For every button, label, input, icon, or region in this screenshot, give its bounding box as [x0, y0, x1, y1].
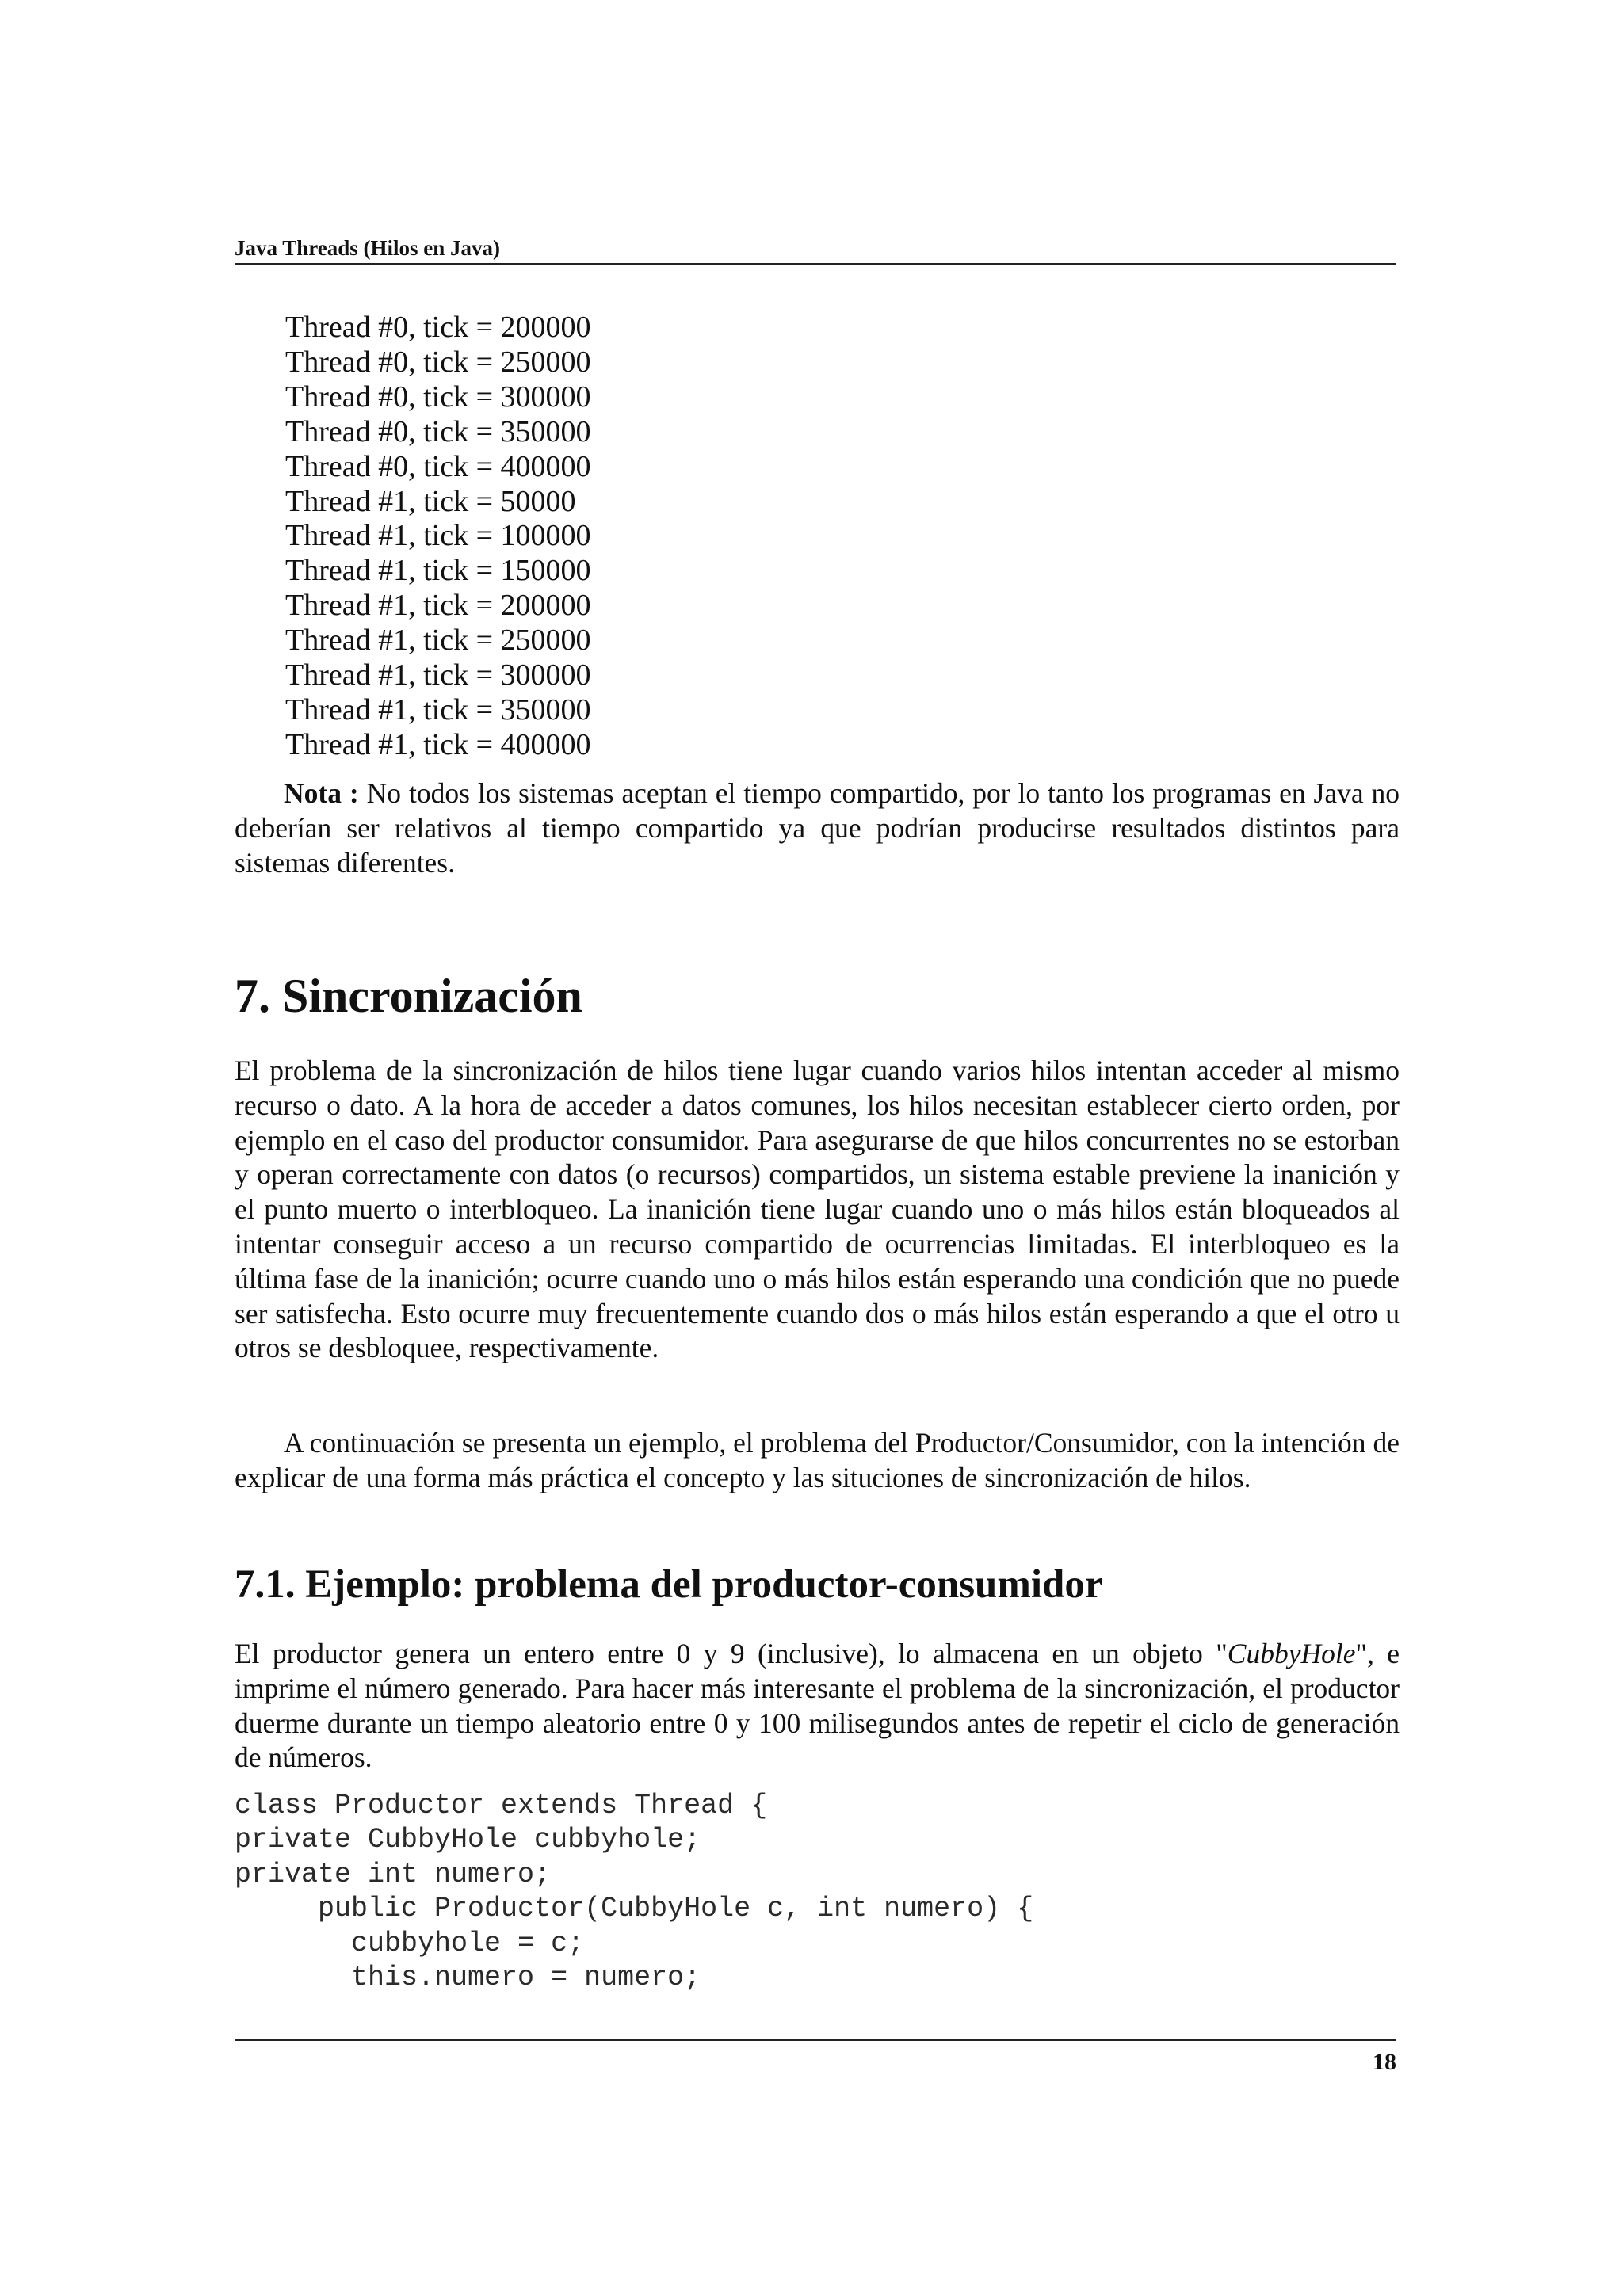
running-header: Java Threads (Hilos en Java) — [235, 236, 1396, 265]
note-paragraph — [235, 776, 1400, 880]
output-line: Thread #1, tick = 200000 — [285, 589, 591, 623]
continuacion-paragraph: A continuación se presenta un ejemplo, el problema del Productor/Consumidor, con la intención de explicar de una forma más práctica el concepto y las situciones de sincronización de hilos. — [235, 1427, 1400, 1493]
output-line: Thread #0, tick = 350000 — [285, 414, 591, 448]
output-line: Thread #1, tick = 350000 — [285, 692, 591, 727]
code-line: private int numero; — [235, 1858, 552, 1890]
productor-text-start: El productor genera un entero entre 0 y 9 (inclusive), lo almacena en un objeto " — [235, 1638, 1228, 1669]
code-listing — [235, 1789, 1033, 1995]
productor-paragraph — [235, 1637, 1400, 1775]
code-line: this.numero = numero; — [235, 1962, 701, 1994]
output-line: Thread #0, tick = 300000 — [285, 379, 591, 414]
output-line: Thread #1, tick = 250000 — [285, 624, 591, 658]
output-line: Thread #1, tick = 300000 — [285, 658, 591, 692]
output-line: Thread #1, tick = 400000 — [285, 727, 591, 761]
output-line: Thread #0, tick = 250000 — [285, 345, 591, 379]
output-line: Thread #0, tick = 400000 — [285, 449, 591, 483]
note-label: Nota : — [284, 777, 359, 809]
cubbyhole-term: CubbyHole — [1227, 1638, 1356, 1669]
output-line: Thread #1, tick = 150000 — [285, 554, 591, 588]
output-line: Thread #0, tick = 200000 — [285, 311, 591, 344]
note-text: No todos los sistemas aceptan el tiempo compartido, por lo tanto los programas en Java no deberían ser relativos al tiempo compartido ya que podrían producirse resultados distintos para sistemas diferentes. — [235, 777, 1400, 879]
sincronizacion-paragraph: El problema de la sincronización de hilos tiene lugar cuando varios hilos intentan acceder al mismo recurso o dato. A la hora de acceder a datos comunes, los hilos necesitan establecer cierto orden, por ejemplo en el caso del productor consumidor. Para asegurarse de que hilos concurrentes no se estorban y operan correctamente con datos (o recursos) compartidos, un sistema estable previene la inanición y el punto muerto o interbloqueo. La inanición tiene lugar cuando uno o más hilos están bloqueados al intentar conseguir acceso a un recurso compartido de ocurrencias limitadas. El interbloqueo es la última fase de la inanición; ocurre cuando uno o más hilos están esperando una condición que no puede ser satisfecha. Esto ocurre muy frecuentemente cuando dos o más hilos están esperando a que el otro u otros se desbloquee, respectivamente. — [235, 1055, 1400, 1364]
page-number: 18 — [1373, 2049, 1396, 2075]
code-line: cubbyhole = c; — [235, 1927, 585, 1959]
program-output — [285, 311, 591, 763]
output-line: Thread #1, tick = 50000 — [285, 484, 576, 518]
code-line: public Productor(CubbyHole c, int numero) { — [235, 1893, 1034, 1925]
code-line: private CubbyHole cubbyhole; — [235, 1824, 701, 1856]
productor-text-end: ", e imprime el número generado. Para hacer más interesante el problema de la sincronización, el productor duerme durante un tiempo aleatorio entre 0 y 100 milisegundos antes de repetir el ciclo de generación de números. — [235, 1638, 1400, 1774]
code-line: class Productor extends Thread { — [235, 1790, 768, 1821]
output-line: Thread #1, tick = 100000 — [285, 519, 591, 553]
section-title-ejemplo: 7.1. Ejemplo: problema del productor-consumidor — [235, 1562, 1103, 1607]
footer-rule — [235, 2039, 1396, 2041]
section-title-sincronizacion: 7. Sincronización — [235, 970, 582, 1022]
